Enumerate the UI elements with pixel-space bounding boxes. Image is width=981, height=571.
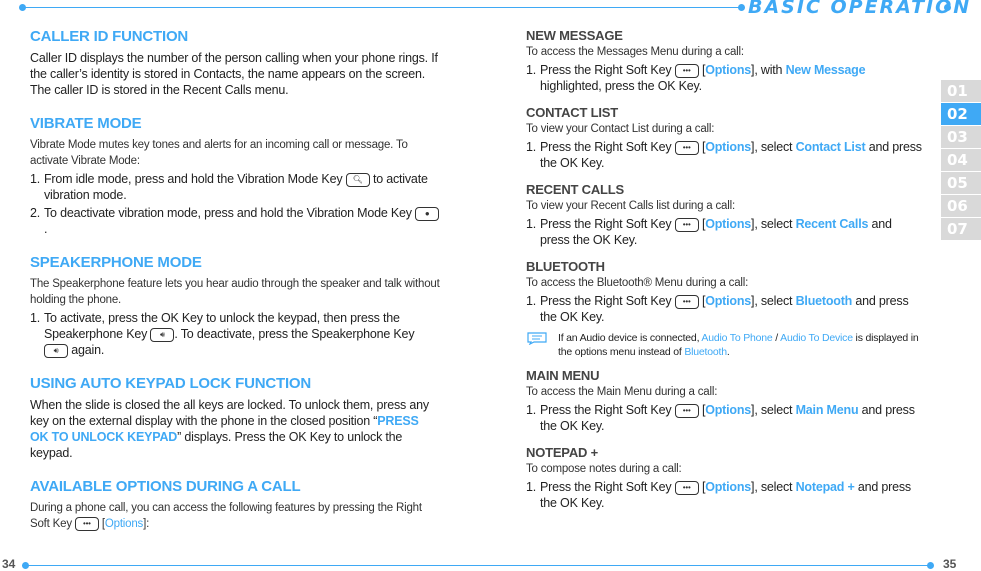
soft-key-icon: ••• (75, 517, 99, 531)
section-body: During a phone call, you can access the following features by pressing the Right Soft Key ••• [Options]: (30, 502, 422, 530)
header-rule-dot (738, 4, 745, 11)
soft-key-icon: ••• (675, 141, 699, 155)
section-intro: The Speakerphone feature lets you hear audio through the speaker and talk without holding the phone. (30, 278, 440, 306)
subsection-intro: To access the Main Menu during a call: (526, 386, 718, 398)
soft-key-icon: ••• (675, 295, 699, 309)
list-item: 2. To deactivate vibration mode, press and hold the Vibration Mode Key ●. (30, 205, 440, 237)
subsection-title: CONTACT LIST (526, 105, 618, 120)
list-item: 1. Press the Right Soft Key ••• [Options], select Main Menu and press the OK Key. (526, 403, 915, 433)
chapter-tab-active[interactable]: 02 (941, 103, 981, 125)
soft-key-icon: ••• (675, 404, 699, 418)
section-bluetooth (526, 258, 924, 359)
soft-key-icon: ••• (675, 218, 699, 232)
section-intro: Vibrate Mode mutes key tones and alerts for an incoming call or message. To activate Vibrate Mode: (30, 139, 408, 167)
subsection-title: BLUETOOTH (526, 259, 605, 274)
note-box (526, 331, 924, 359)
chapter-tab[interactable]: 06 (941, 195, 981, 217)
section-recent-calls (526, 181, 924, 248)
section-new-message (526, 27, 924, 94)
subsection-title: NOTEPAD + (526, 445, 598, 460)
section-speakerphone-mode (30, 254, 440, 358)
section-auto-keypad-lock (30, 375, 440, 461)
list-item: 1. Press the Right Soft Key ••• [Options], select Bluetooth and press the OK Key. (526, 294, 909, 324)
footer-rule-dot (927, 562, 934, 569)
section-available-options (30, 478, 440, 532)
section-notepad (526, 444, 924, 511)
subsection-intro: To view your Recent Calls list during a call: (526, 200, 735, 212)
section-heading: CALLER ID FUNCTION (30, 28, 189, 45)
footer-rule (22, 565, 932, 566)
subsection-intro: To access the Bluetooth® Menu during a call: (526, 277, 749, 289)
left-column (30, 28, 440, 549)
note-icon (526, 331, 548, 345)
speaker-key-icon: 🔊︎ (44, 344, 68, 358)
subsection-title: RECENT CALLS (526, 182, 624, 197)
soft-key-icon: ••• (675, 64, 699, 78)
header-rule-dot (19, 4, 26, 11)
list-item: 1. Press the Right Soft Key ••• [Options], select Notepad + and press the OK Key. (526, 480, 911, 510)
subsection-intro: To compose notes during a call: (526, 463, 682, 475)
section-body: When the slide is closed the all keys are locked. To unlock them, press any key on the external display with the phone in the closed position “PRESS OK TO UNLOCK KEYPAD” displays. Press the OK Key to unlock the keypad. (30, 398, 429, 460)
speaker-key-icon: 🔊︎ (150, 328, 174, 342)
page-number-right: 35 (943, 557, 957, 571)
section-contact-list (526, 104, 924, 171)
note-text: If an Audio device is connected, Audio To Phone / Audio To Device is displayed in the options menu instead of Bluetooth. (558, 332, 919, 358)
chapter-tab[interactable]: 03 (941, 126, 981, 148)
section-heading: AVAILABLE OPTIONS DURING A CALL (30, 478, 301, 495)
subsection-intro: To view your Contact List during a call: (526, 123, 715, 135)
chapter-tabs (941, 80, 981, 241)
vibration-key-icon: 🔍︎ (346, 173, 370, 187)
section-caller-id (30, 28, 440, 98)
right-column (526, 27, 924, 513)
footer-rule-dot (22, 562, 29, 569)
vibration-key-icon: ● (415, 207, 439, 221)
header-rule (22, 7, 742, 8)
chapter-tab[interactable]: 04 (941, 149, 981, 171)
list-item: 1. To activate, press the OK Key to unlock the keypad, then press the Speakerphone Key 🔊︎ . To deactivate, press the Speakerphone Key 🔊︎ again. (30, 311, 415, 357)
list-item: 1. Press the Right Soft Key ••• [Options], select Contact List and press the OK Key. (526, 140, 922, 170)
soft-key-icon: ••• (675, 481, 699, 495)
section-body: Caller ID displays the number of the person calling when your phone rings. If the caller’s identity is stored in Contacts, the name appears on the screen. The caller ID is stored in the Recent Calls menu. (30, 51, 438, 97)
section-heading: USING AUTO KEYPAD LOCK FUNCTION (30, 375, 312, 392)
section-heading: VIBRATE MODE (30, 115, 142, 132)
section-main-menu (526, 367, 924, 434)
list-item: 1. From idle mode, press and hold the Vibration Mode Key 🔍︎ to activate vibration mode. (30, 172, 428, 202)
subsection-intro: To access the Messages Menu during a call: (526, 46, 744, 58)
section-vibrate-mode (30, 115, 440, 237)
page-number-left: 34 (2, 557, 16, 571)
chapter-tab[interactable]: 01 (941, 80, 981, 102)
chapter-tab[interactable]: 07 (941, 218, 981, 240)
chapter-tab[interactable]: 05 (941, 172, 981, 194)
section-heading: SPEAKERPHONE MODE (30, 254, 202, 271)
subsection-title: MAIN MENU (526, 368, 600, 383)
list-item: 1. Press the Right Soft Key ••• [Options], with New Message highlighted, press the OK Key. (526, 63, 866, 93)
page-header-title: BASIC OPERATION (748, 0, 972, 18)
subsection-title: NEW MESSAGE (526, 28, 623, 43)
list-item: 1. Press the Right Soft Key ••• [Options], select Recent Calls and press the OK Key. (526, 217, 892, 247)
